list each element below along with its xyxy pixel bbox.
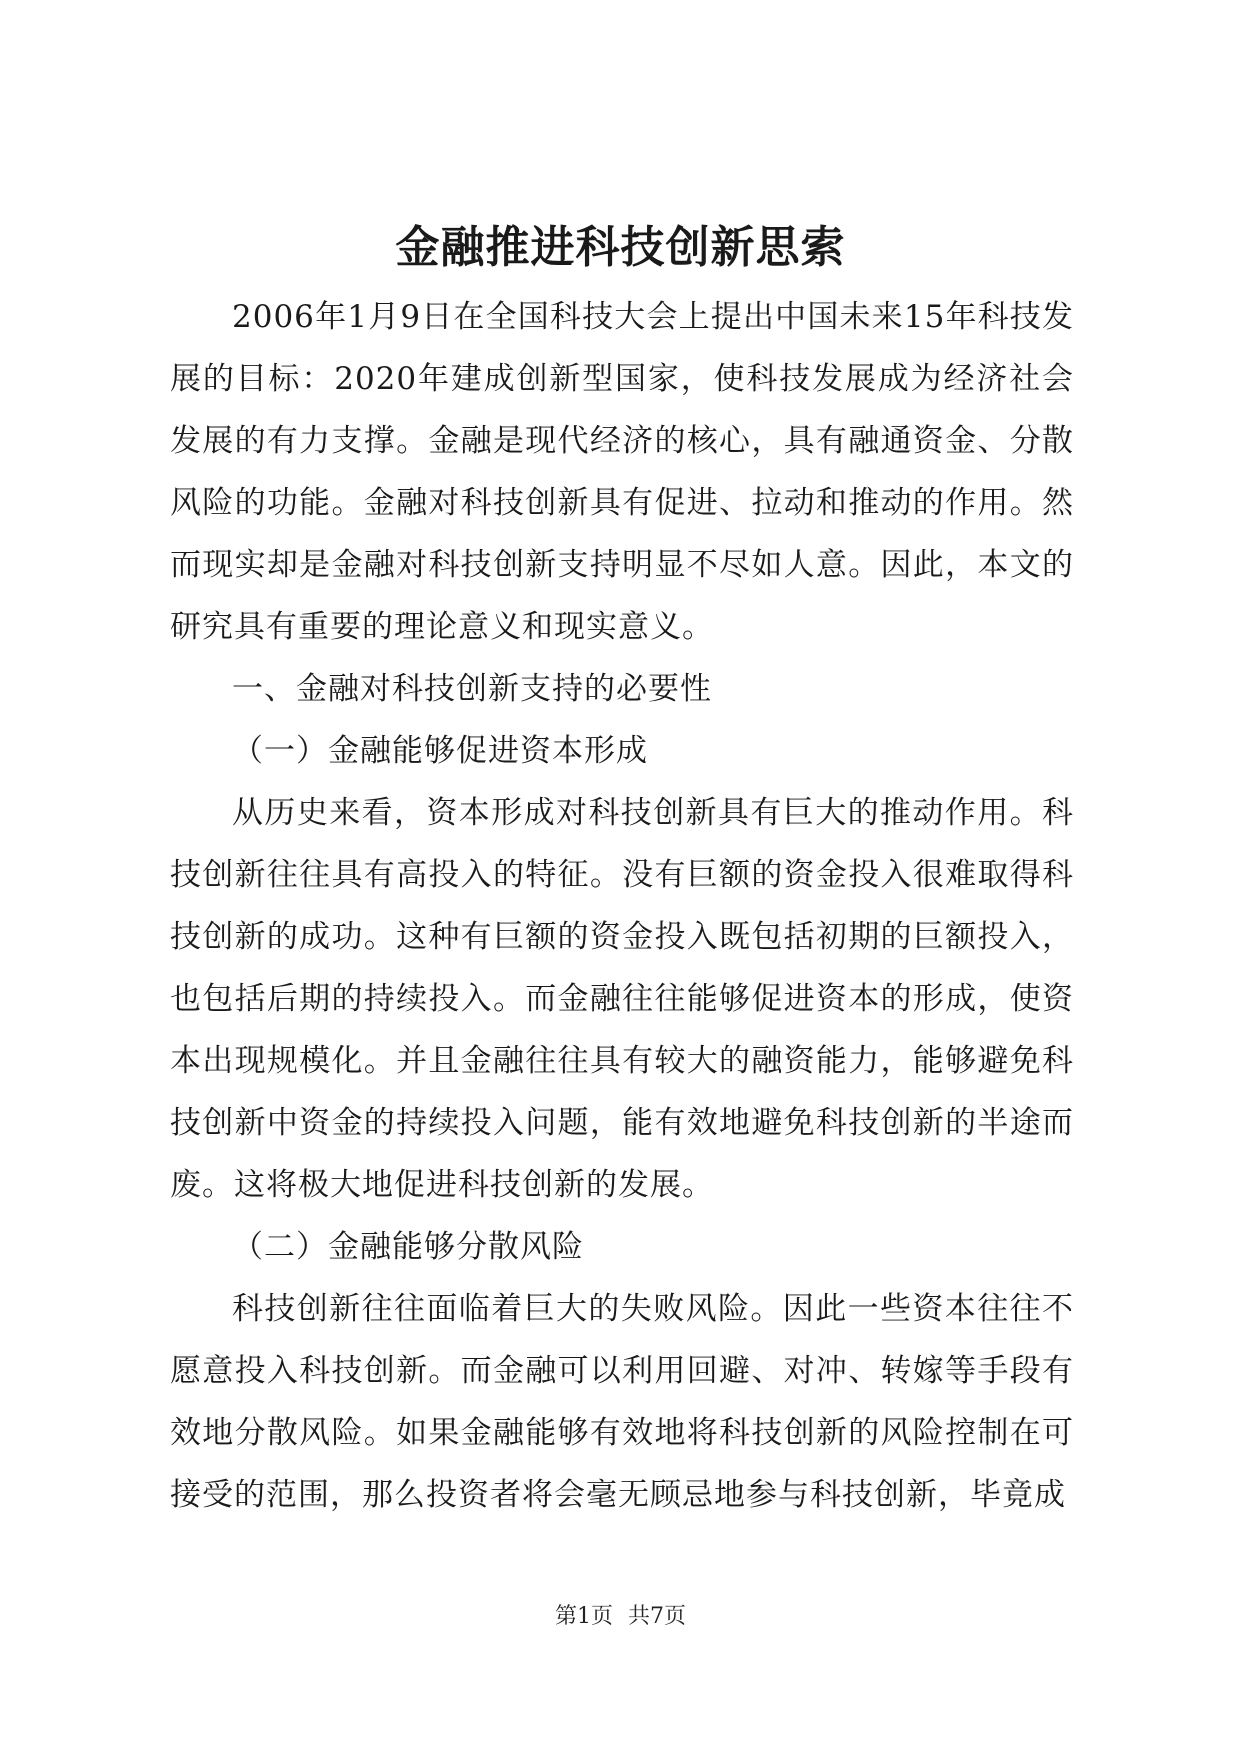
section-heading-1: 一、金融对科技创新支持的必要性 [232, 671, 712, 707]
subsection-heading-1: （一）金融能够促进资本形成 [232, 733, 648, 769]
document-title: 金融推进科技创新思索 [395, 222, 846, 273]
intro-paragraph: 2006年1月9日在全国科技大会上提出中国未来15年科技发展的目标：2020年建成创新型国家，使科技发展成为经济社会发展的有力支撑。金融是现代经济的核心，具有融通资金、分散风险的功能。金融对科技创新具有促进、拉动和推动的作用。然而现实却是金融对科技创新支持明显不尽如人意。因此，本文的研究具有重要的理论意义和现实意义。 [170, 299, 1074, 645]
page-footer [0, 1602, 1241, 1632]
subsection-heading-2: （二）金融能够分散风险 [232, 1229, 584, 1265]
body-paragraph: 从历史来看，资本形成对科技创新具有巨大的推动作用。科技创新往往具有高投入的特征。没有巨额的资金投入很难取得科技创新的成功。这种有巨额的资金投入既包括初期的巨额投入，也包括后期的持续投入。而金融往往能够促进资本的形成，使资本出现规模化。并且金融往往具有较大的融资能力，能够避免科技创新中资金的持续投入问题，能有效地避免科技创新的半途而废。这将极大地促进科技创新的发展。 [170, 795, 1074, 1203]
body-paragraph: 科技创新往往面临着巨大的失败风险。因此一些资本往往不愿意投入科技创新。而金融可以利用回避、对冲、转嫁等手段有效地分散风险。如果金融能够有效地将科技创新的风险控制在可接受的范围，那么投资者将会毫无顾忌地参与科技创新，毕竟成 [170, 1291, 1074, 1513]
page-total: 共7页 [628, 1604, 686, 1629]
document-body [170, 286, 1074, 1526]
page-number: 第1页 [555, 1604, 613, 1629]
